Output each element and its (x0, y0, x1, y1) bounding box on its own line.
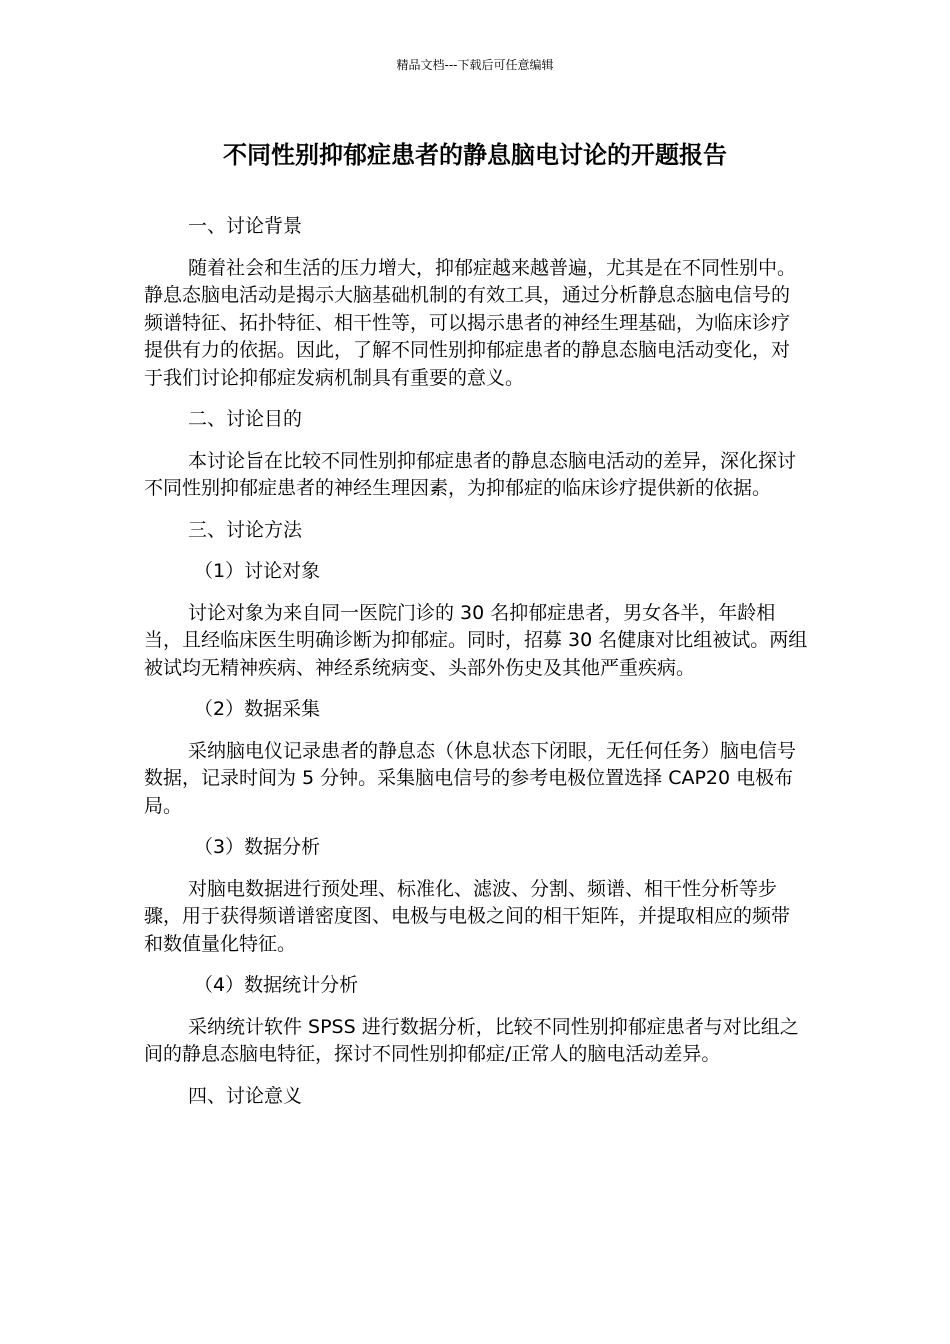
paragraph-data-analysis: 对脑电数据进行预处理、标准化、滤波、分割、频谱、相干性分析等步骤，用于获得频谱谱密度图、电极与电极之间的相干矩阵，并提取相应的频带和数值量化特征。 (144, 877, 791, 955)
subheading-subjects: （1）讨论对象 (194, 560, 321, 582)
section-heading-background: 一、讨论背景 (188, 215, 303, 237)
section-heading-methods: 三、讨论方法 (188, 518, 303, 541)
subheading-statistics: （4）数据统计分析 (194, 974, 359, 996)
section-heading-significance: 四、讨论意义 (188, 1084, 303, 1107)
paragraph-statistics: 采纳统计软件 SPSS 进行数据分析，比较不同性别抑郁症患者与对比组之间的静息态脑电特征，探讨不同性别抑郁症/正常人的脑电活动差异。 (144, 1015, 799, 1065)
paragraph-background: 随着社会和生活的压力增大，抑郁症越来越普遍，尤其是在不同性别中。静息态脑电活动是揭示大脑基础机制的有效工具，通过分析静息态脑电信号的频谱特征、拓扑特征、相干性等，可以揭示患者的神经生理基础，为临床诊疗提供有力的依据。因此，了解不同性别抑郁症患者的静息态脑电活动变化，对于我们讨论抑郁症发病机制具有重要的意义。 (144, 256, 797, 389)
section-heading-purpose: 二、讨论目的 (188, 408, 303, 430)
document-title: 不同性别抑郁症患者的静息脑电讨论的开题报告 (223, 141, 727, 169)
paragraph-subjects: 讨论对象为来自同一医院门诊的 30 名抑郁症患者，男女各半，年龄相当，且经临床医生明确诊断为抑郁症。同时，招募 30 名健康对比组被试。两组被试均无精神疾病、神经系统病变、头部外伤史及其他严重疾病。 (144, 601, 808, 679)
subheading-data-collection: （2）数据采集 (194, 698, 321, 720)
page-header-note: 精品文档---下载后可任意编辑 (396, 58, 554, 72)
paragraph-data-collection: 采纳脑电仪记录患者的静息态（休息状态下闭眼，无任何任务）脑电信号数据，记录时间为 5 分钟。采集脑电信号的参考电极位置选择 CAP20 电极布局。 (144, 739, 797, 817)
document-body (144, 213, 808, 1124)
subheading-data-analysis: （3）数据分析 (194, 836, 321, 858)
paragraph-purpose: 本讨论旨在比较不同性别抑郁症患者的静息态脑电活动的差异，深化探讨不同性别抑郁症患者的神经生理因素，为抑郁症的临床诊疗提供新的依据。 (144, 449, 797, 499)
